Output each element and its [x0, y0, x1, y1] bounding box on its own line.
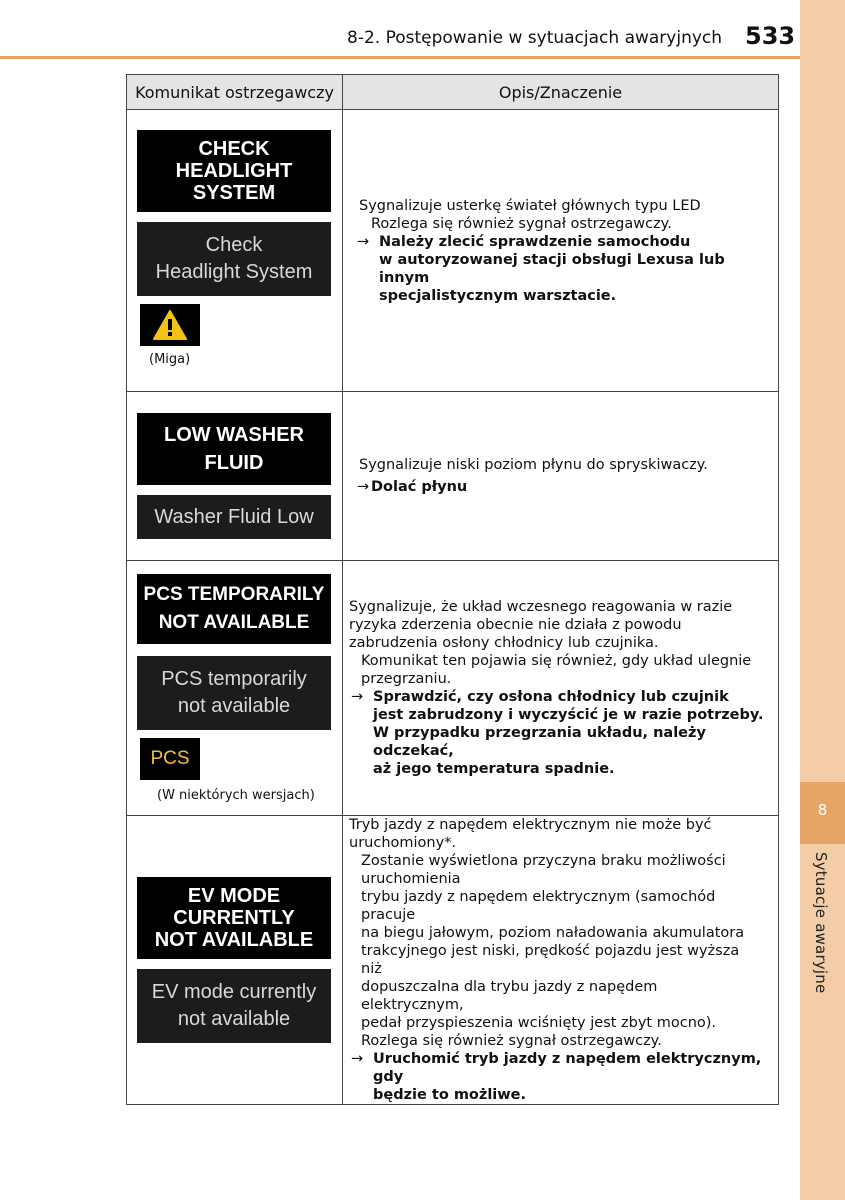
- display-line: LOW WASHER: [164, 424, 304, 446]
- display-line: NOT AVAILABLE: [158, 611, 310, 633]
- display-line: Check: [205, 234, 263, 256]
- description-cell: [343, 392, 779, 561]
- display-line: HEADLIGHT: [175, 160, 293, 182]
- arrow-icon: →: [351, 1051, 364, 1067]
- table-row: [127, 392, 779, 561]
- arrow-icon: →: [357, 233, 370, 250]
- arrow-icon: →: [357, 479, 370, 495]
- action-text: Dolać płynu: [371, 479, 468, 495]
- description-text: Sygnalizuje usterkę świateł głównych typu LED: [359, 197, 701, 214]
- display-line: EV mode currently: [151, 981, 317, 1003]
- display-message-upper: [137, 413, 331, 485]
- description-text: Sygnalizuje, że układ wczesnego reagowania w razie ryzyka zderzenia obecnie nie działa z powodu zabrudzenia osłony chłodnicy lub czujnika.: [349, 599, 733, 651]
- arrow-icon: →: [351, 689, 364, 705]
- warning-triangle-icon: [140, 304, 200, 346]
- display-message-lower: [137, 656, 331, 730]
- icon-note: (Miga): [149, 352, 191, 367]
- display-line: SYSTEM: [192, 182, 276, 204]
- display-message-upper: [137, 574, 331, 644]
- display-line: PCS temporarily: [161, 667, 307, 690]
- description-cell: [343, 816, 779, 1105]
- display-line: not available: [177, 694, 291, 717]
- message-images-cell: [127, 392, 343, 561]
- display-line: PCS TEMPORARILY: [143, 583, 325, 605]
- display-line: not available: [177, 1008, 291, 1030]
- warning-messages-table: [126, 74, 779, 1105]
- chapter-label: Sytuacje awaryjne: [812, 852, 830, 994]
- action-text: Należy zlecić sprawdzenie samochodu w autoryzowanej stacji obsługi Lexusa lub innym specjalistycznym warsztacie.: [379, 233, 725, 304]
- description-cell: [343, 110, 779, 392]
- action-text: Uruchomić tryb jazdy z napędem elektrycznym, gdy będzie to możliwe.: [373, 1051, 762, 1103]
- message-images-cell: [127, 816, 343, 1105]
- display-message-lower: [137, 495, 331, 539]
- action-text: Sprawdzić, czy osłona chłodnicy lub czujnik jest zabrudzony i wyczyścić je w razie potrzeby. W przypadku przegrzania układu, należy odczekać, aż jego temperatura spadnie.: [373, 689, 764, 777]
- page-number: 533: [745, 22, 796, 50]
- message-images-cell: [127, 110, 343, 392]
- description-text: Komunikat ten pojawia się również, gdy układ ulegnie przegrzaniu.: [361, 653, 752, 687]
- section-title: 8-2. Postępowanie w sytuacjach awaryjnych: [347, 28, 723, 48]
- display-message-lower: [137, 222, 331, 296]
- icon-note: (W niektórych wersjach): [157, 787, 315, 803]
- table-row: [127, 110, 779, 392]
- table-header-row: [127, 75, 779, 110]
- table-row: [127, 561, 779, 816]
- header-divider: [0, 56, 800, 59]
- description-text: Zostanie wyświetlona przyczyna braku możliwości uruchomienia trybu jazdy z napędem elektrycznym (samochód pracuje na biegu jałowym, poziom naładowania akumulatora trakcyjnego jest niski, prędkość pojazdu jest wyższa niż dopuszczalna dla trybu jazdy z napędem elektrycznym, pedał przyspieszenia wciśnięty jest zbyt mocno). Rozlega się również sygnał ostrzegawczy.: [361, 853, 745, 1049]
- display-line: NOT AVAILABLE: [154, 929, 314, 951]
- display-line: FLUID: [204, 452, 264, 474]
- description-cell: [343, 561, 779, 816]
- description-text: Tryb jazdy z napędem elektrycznym nie może być uruchomiony*.: [349, 817, 712, 851]
- display-line: EV MODE: [187, 885, 281, 907]
- description-text: Rozlega się również sygnał ostrzegawczy.: [371, 215, 672, 232]
- display-line: CHECK: [198, 138, 270, 160]
- column-header-message: Komunikat ostrzegawczy: [127, 75, 343, 110]
- pcs-icon: PCS: [140, 738, 200, 780]
- description-text: Sygnalizuje niski poziom płynu do spryskiwaczy.: [359, 457, 708, 473]
- display-line: CURRENTLY: [173, 907, 295, 929]
- table-row: [127, 816, 779, 1105]
- display-message-upper: [137, 130, 331, 212]
- display-message-upper: [137, 877, 331, 959]
- column-header-description: Opis/Znaczenie: [343, 75, 779, 110]
- message-images-cell: [127, 561, 343, 816]
- display-line: Headlight System: [155, 261, 313, 283]
- display-line: Washer Fluid Low: [154, 505, 314, 528]
- chapter-tab: 8: [800, 782, 845, 844]
- side-strip: [800, 0, 845, 1200]
- display-message-lower: [137, 969, 331, 1043]
